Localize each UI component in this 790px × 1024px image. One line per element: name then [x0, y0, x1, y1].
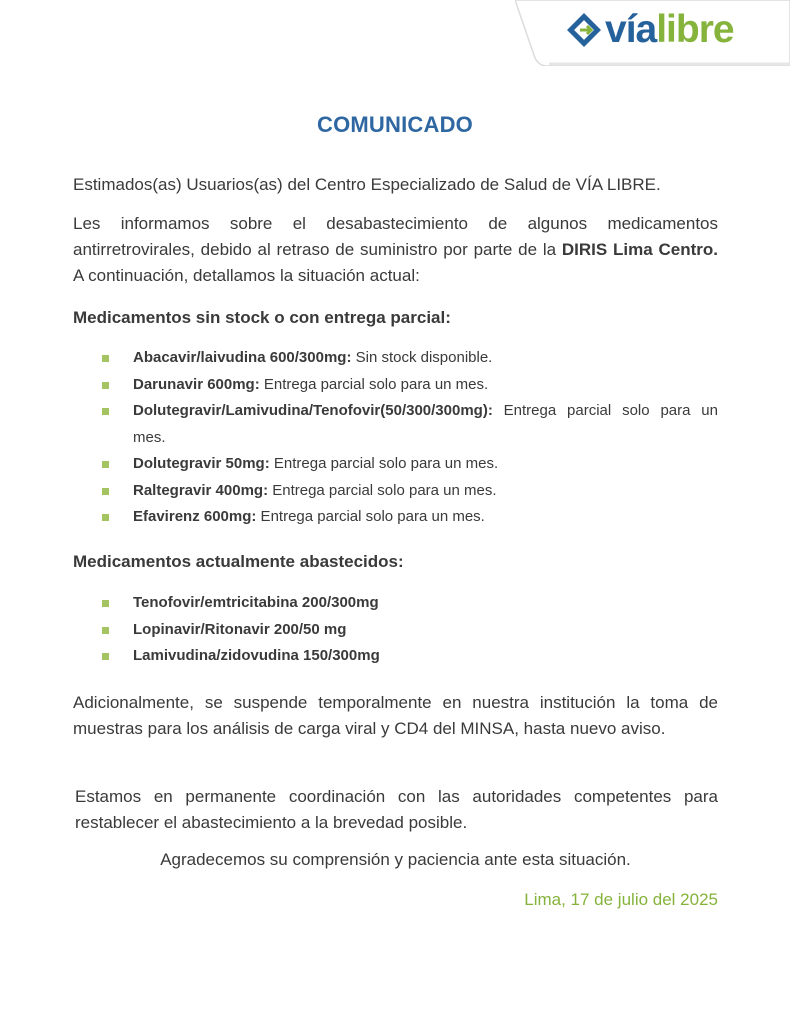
med-name: Raltegravir 400mg:	[133, 481, 269, 499]
section1-heading: Medicamentos sin stock o con entrega parcial:	[73, 308, 451, 327]
logo-text-via: vía	[605, 8, 657, 51]
bullet-icon	[102, 627, 109, 634]
intro-paragraph	[73, 211, 718, 289]
med-name: Abacavir/laivudina 600/300mg:	[133, 349, 352, 366]
bullet-icon	[102, 382, 109, 389]
bullet-icon	[102, 653, 109, 660]
logo-wordmark	[605, 10, 734, 49]
med-detail: Sin stock disponible.	[351, 349, 493, 366]
thanks-paragraph: Agradecemos su comprensión y paciencia ante esta situación.	[160, 850, 631, 869]
list-item	[102, 345, 718, 372]
med-name: Lamivudina/zidovudina 150/300mg	[133, 647, 380, 664]
date-line: Lima, 17 de julio del 2025	[524, 890, 718, 909]
bullet-icon	[102, 514, 109, 521]
bullet-icon	[102, 600, 109, 607]
bullet-icon	[102, 488, 109, 495]
logo	[567, 10, 734, 49]
med-name: Tenofovir/emtricitabina 200/300mg	[133, 594, 379, 611]
list-item	[102, 643, 718, 670]
list-item	[102, 478, 718, 505]
med-name: Lopinavir/Ritonavir 200/50 mg	[133, 620, 347, 638]
greeting-paragraph: Estimados(as) Usuarios(as) del Centro Especializado de Salud de VÍA LIBRE.	[73, 175, 661, 194]
additional-paragraph: Adicionalmente, se suspende temporalmente en nuestra institución la toma de muestras para los análisis de carga viral y CD4 del MINSA, hasta nuevo aviso.	[73, 693, 718, 738]
intro-bold: DIRIS Lima Centro.	[561, 240, 719, 259]
section1-list	[102, 345, 718, 531]
logo-header	[515, 0, 790, 66]
med-detail: Entrega parcial solo para un mes.	[133, 402, 718, 446]
med-name: Dolutegravir/Lamivudina/Tenofovir(50/300/300mg):	[133, 402, 493, 419]
intro-text-1: Les informamos sobre el desabastecimiento de algunos medicamentos antirretrovirales, debido al retraso de suministro por parte de la	[73, 214, 718, 259]
list-item	[102, 372, 718, 399]
page-title: COMUNICADO	[317, 112, 473, 137]
med-name: Darunavir 600mg:	[133, 375, 260, 393]
list-item	[102, 617, 718, 644]
list-item	[102, 398, 718, 451]
logo-text-libre: libre	[656, 8, 734, 51]
section2-heading: Medicamentos actualmente abastecidos:	[73, 552, 404, 571]
list-item	[102, 451, 718, 478]
med-detail: Entrega parcial solo para un mes.	[259, 375, 489, 393]
section2-list	[102, 590, 718, 670]
med-detail: Entrega parcial solo para un mes.	[268, 481, 497, 499]
med-name: Efavirenz 600mg:	[133, 508, 257, 525]
diamond-arrow-icon	[567, 13, 601, 47]
med-detail: Entrega parcial solo para un mes.	[269, 455, 499, 472]
intro-text-2: A continuación, detallamos la situación actual:	[73, 266, 420, 285]
bullet-icon	[102, 408, 109, 415]
coordination-paragraph: Estamos en permanente coordinación con las autoridades competentes para restablecer el abastecimiento a la brevedad posible.	[75, 787, 718, 832]
list-item	[102, 590, 718, 617]
med-name: Dolutegravir 50mg:	[133, 455, 270, 472]
med-detail: Entrega parcial solo para un mes.	[256, 508, 485, 525]
bullet-icon	[102, 355, 109, 362]
list-item	[102, 504, 718, 531]
bullet-icon	[102, 461, 109, 468]
